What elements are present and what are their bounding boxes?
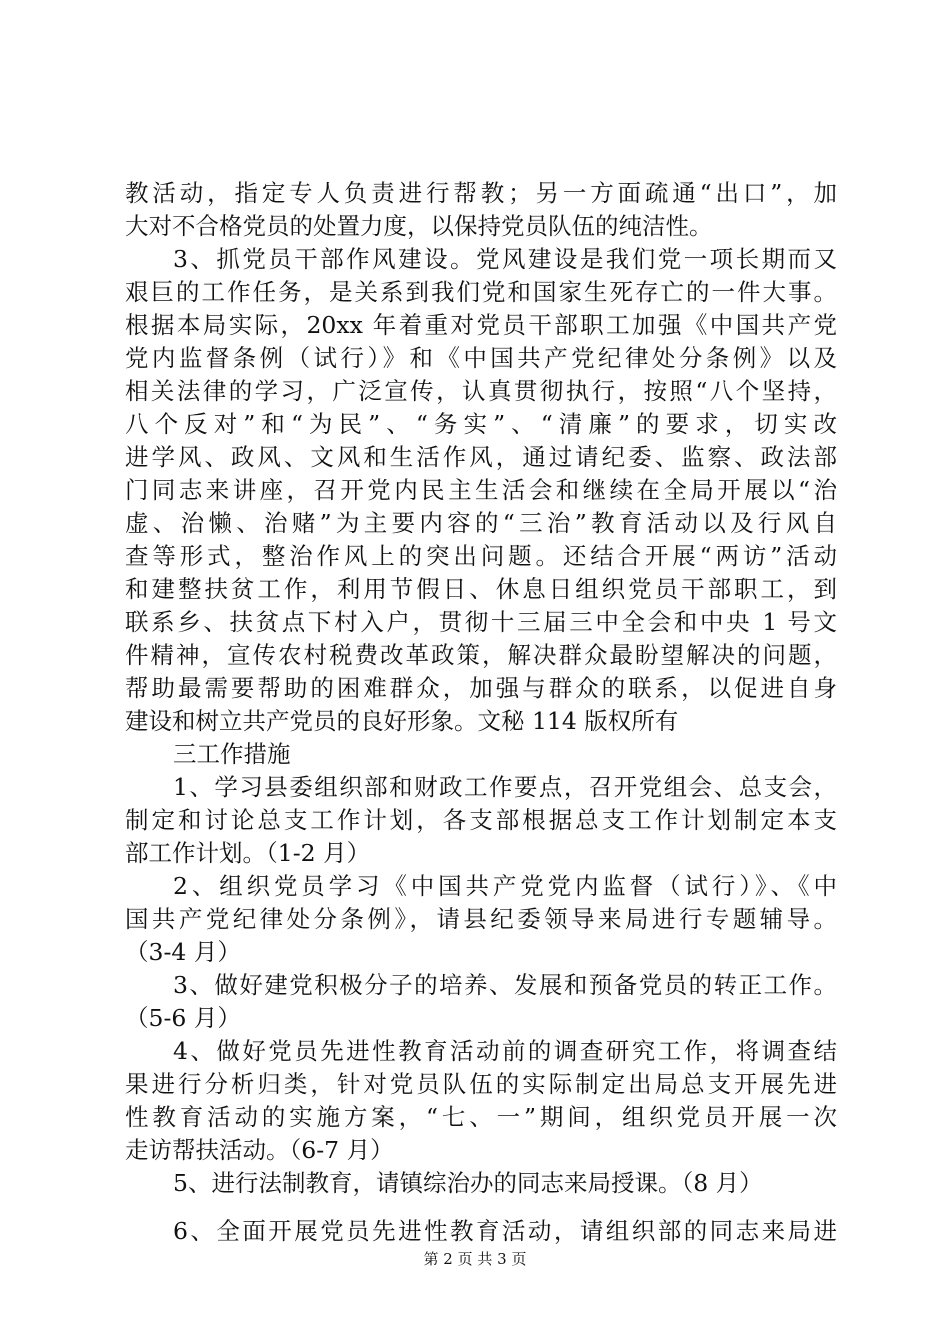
text-line: 6、全面开展党员先进性教育活动，请组织部的同志来局进 xyxy=(173,1217,837,1245)
text-line: 大对不合格党员的处置力度，以保持党员队伍的纯洁性。 xyxy=(125,212,713,240)
text-line: 3、抓党员干部作风建设。党风建设是我们党一项长期而又 xyxy=(173,245,837,273)
text-line: 教活动，指定专人负责进行帮教；另一方面疏通“出口”，加 xyxy=(125,179,837,207)
text-line: 性教育活动的实施方案，“七、一”期间，组织党员开展一次 xyxy=(125,1103,837,1131)
text-line: 制定和讨论总支工作计划，各支部根据总支工作计划制定本支 xyxy=(125,806,837,834)
text-line: 相关法律的学习，广泛宣传，认真贯彻执行，按照“八个坚持， xyxy=(125,377,837,405)
text-line: 虚、治懒、治赌”为主要内容的“三治”教育活动以及行风自 xyxy=(125,509,837,537)
text-line: 和建整扶贫工作，利用节假日、休息日组织党员干部职工，到 xyxy=(125,575,837,603)
text-line: 八个反对”和“为民”、“务实”、“清廉”的要求，切实改 xyxy=(125,410,837,438)
text-line: 党内监督条例（试行）》和《中国共产党纪律处分条例》以及 xyxy=(125,344,837,372)
text-line: 1、学习县委组织部和财政工作要点，召开党组会、总支会， xyxy=(173,773,837,801)
text-line: 部工作计划。（1-2 月） xyxy=(125,839,371,867)
text-line: 4、做好党员先进性教育活动前的调查研究工作，将调查结 xyxy=(173,1037,837,1065)
text-line: 帮助最需要帮助的困难群众，加强与群众的联系，以促进自身 xyxy=(125,674,837,702)
text-line: 3、做好建党积极分子的培养、发展和预备党员的转正工作。 xyxy=(173,971,837,999)
text-line: 查等形式，整治作风上的突出问题。还结合开展“两访”活动 xyxy=(125,542,837,570)
text-line: （5-6 月） xyxy=(125,1004,241,1032)
text-line: 果进行分析归类，针对党员队伍的实际制定出局总支开展先进 xyxy=(125,1070,837,1098)
text-line: （3-4 月） xyxy=(125,938,241,966)
text-line: 2、组织党员学习《中国共产党党内监督（试行）》、《中 xyxy=(173,872,837,900)
text-line: 5、进行法制教育，请镇综治办的同志来局授课。（8 月） xyxy=(173,1169,763,1197)
text-line: 件精神，宣传农村税费改革政策，解决群众最盼望解决的问题， xyxy=(125,641,837,669)
text-line: 根据本局实际，20xx 年着重对党员干部职工加强《中国共产党 xyxy=(125,311,837,339)
page-footer: 第 2 页 共 3 页 xyxy=(423,1250,527,1268)
text-line: 走访帮扶活动。（6-7 月） xyxy=(125,1136,394,1164)
text-line: 进学风、政风、文风和生活作风，通过请纪委、监察、政法部 xyxy=(125,443,837,471)
text-line: 国共产党纪律处分条例》，请县纪委领导来局进行专题辅导。 xyxy=(125,905,837,933)
text-line: 门同志来讲座，召开党内民主生活会和继续在全局开展以“治 xyxy=(125,476,837,504)
text-line: 三工作措施 xyxy=(173,740,291,768)
text-line: 艰巨的工作任务，是关系到我们党和国家生死存亡的一件大事。 xyxy=(125,278,837,306)
text-line: 联系乡、扶贫点下村入户，贯彻十三届三中全会和中央 1 号文 xyxy=(125,608,837,636)
text-line: 建设和树立共产党员的良好形象。文秘 114 版权所有 xyxy=(125,707,679,735)
